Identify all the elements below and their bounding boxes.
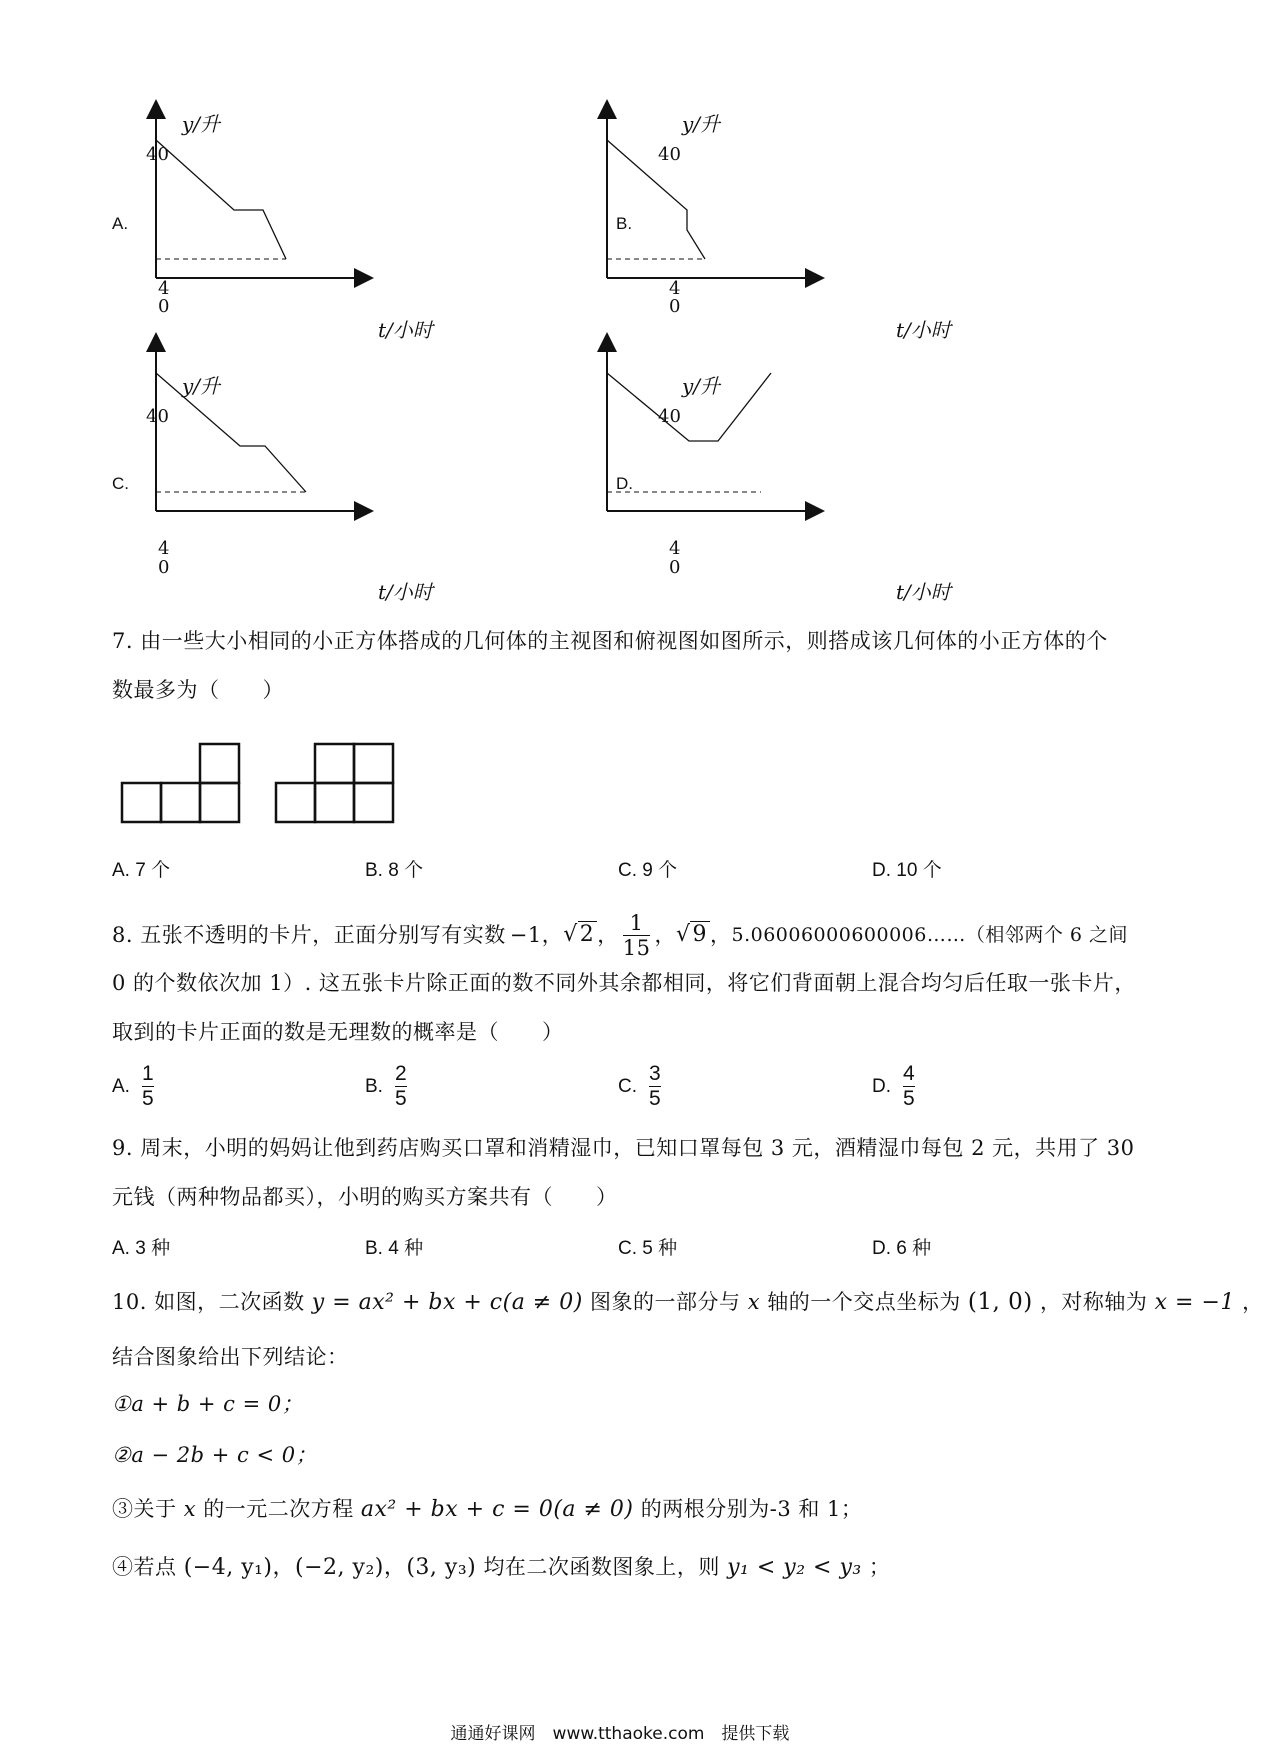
q8-sqrt-2-radicand: 2	[578, 921, 598, 947]
q9-option-a[interactable]: A. 3 种	[112, 1238, 171, 1259]
graph-b-tick-40: 40	[658, 144, 681, 165]
q7-front-view	[120, 740, 245, 826]
q8-sqrt-2: √2	[563, 920, 597, 950]
q8-option-b-fraction	[395, 1062, 407, 1111]
q8-line2: 0 的个数依次加 1）. 这五张卡片除正面的数不同外其余都相同，将它们背面朝上混合均匀后任取一张卡片，	[112, 971, 1136, 995]
cube	[315, 783, 354, 822]
cube	[200, 744, 239, 783]
graph-line	[156, 373, 306, 492]
graph-c-tick-0: 0	[158, 557, 170, 578]
cube	[276, 783, 315, 822]
graph-option-c	[110, 328, 440, 558]
num: 3	[649, 1062, 661, 1085]
q10-text-c: 轴的一个交点坐标为	[767, 1290, 961, 1314]
graph-d-y-axis-label: y/升	[682, 374, 721, 398]
graph-a-y-axis-label: y/升	[182, 112, 221, 136]
graph-c-tick-4: 4	[158, 538, 170, 559]
graph-d-tick-4: 4	[669, 538, 681, 559]
q10-c4-b: 均在二次函数图象上，则	[483, 1555, 720, 1579]
q7-option-b[interactable]: B. 8 个	[365, 860, 424, 881]
q8-sqrt-9: √9	[676, 920, 710, 950]
graph-line	[607, 140, 705, 259]
q7-top-view	[274, 740, 399, 826]
graph-b-svg	[561, 95, 891, 325]
den: 5	[649, 1087, 661, 1110]
cube	[354, 744, 393, 783]
graph-b-tick-0: 0	[669, 296, 681, 317]
graph-b-y-axis-label: y/升	[682, 112, 721, 136]
graph-b-label: B.	[616, 214, 633, 233]
q8-option-d[interactable]	[872, 1062, 919, 1111]
q10-point: (1, 0)	[967, 1289, 1033, 1315]
graph-a-x-axis-label: t/小时	[378, 318, 433, 342]
cube	[315, 744, 354, 783]
q8-option-a-label: A.	[112, 1075, 130, 1097]
q10-c4-points: (−4, y₁)，(−2, y₂)，(3, y₃)	[183, 1555, 477, 1580]
graph-option-b	[561, 95, 891, 325]
q7-line2: 数最多为（ ）	[112, 678, 284, 702]
q10-function-eq: y = ax² + bx + c(a ≠ 0)	[311, 1290, 583, 1315]
q8-option-c-fraction	[649, 1062, 661, 1111]
q10-c3-c: 的两根分别为-3 和 1；	[640, 1497, 863, 1521]
q10-conclusion-2: ②a − 2b + c < 0；	[112, 1443, 318, 1467]
q8-sqrt-9-radicand: 9	[690, 921, 710, 947]
q10-c4-a: ④若点	[112, 1555, 177, 1579]
num: 2	[394, 1062, 407, 1085]
graph-d-x-axis-label: t/小时	[896, 580, 951, 604]
q8-fraction-1-15	[623, 911, 651, 960]
graph-a-tick-40: 40	[146, 144, 169, 165]
graph-b-x-axis-label: t/小时	[896, 318, 951, 342]
q8-option-b-label: B.	[365, 1075, 383, 1097]
den: 5	[903, 1087, 915, 1110]
q10-text-b: 图象的一部分与	[590, 1290, 741, 1314]
q8-option-c[interactable]	[618, 1062, 665, 1111]
q8-option-a[interactable]	[112, 1062, 158, 1111]
graph-a-tick-0: 0	[158, 296, 170, 317]
cube	[354, 783, 393, 822]
q10-line2: 结合图象给出下列结论：	[112, 1345, 349, 1369]
q9-option-d[interactable]: D. 6 种	[872, 1238, 932, 1259]
den: 5	[141, 1087, 154, 1110]
q10-text-e: ，	[1242, 1290, 1264, 1314]
q8-option-b[interactable]	[365, 1062, 411, 1111]
graph-line	[156, 140, 286, 259]
q9-line1: 9. 周末，小明的妈妈让他到药店购买口罩和消精湿巾，已知口罩每包 3 元，酒精湿巾每包 2 元，共用了 30	[112, 1136, 1135, 1160]
q9-option-b[interactable]: B. 4 种	[365, 1238, 424, 1259]
q9-option-c[interactable]: C. 5 种	[618, 1238, 678, 1259]
num: 1	[141, 1062, 154, 1085]
q10-text-d: ，对称轴为	[1039, 1290, 1148, 1314]
graph-d-tick-40: 40	[658, 406, 681, 427]
num: 4	[903, 1062, 915, 1085]
page-footer: 通通好课网 www.tthaoke.com 提供下载	[450, 1724, 790, 1744]
q7-option-c[interactable]: C. 9 个	[618, 860, 678, 881]
q10-c4-ineq: y₁ < y₂ < y₃	[727, 1555, 862, 1580]
graph-c-tick-40: 40	[146, 406, 169, 427]
q10-c4-c: ；	[868, 1555, 891, 1579]
cube	[161, 783, 200, 822]
graph-option-d	[561, 328, 891, 558]
graph-c-x-axis-label: t/小时	[378, 580, 433, 604]
cube	[122, 783, 161, 822]
q10-conclusion-1: ①a + b + c = 0；	[112, 1392, 304, 1416]
cube	[200, 783, 239, 822]
q10-c3-eq: ax² + bx + c = 0(a ≠ 0)	[360, 1497, 634, 1522]
q10-intro: 10. 如图，二次函数	[112, 1290, 305, 1314]
q10-conclusion-4	[112, 1552, 890, 1583]
q10-c3-a: ③关于	[112, 1497, 177, 1521]
graph-d-svg	[561, 328, 891, 558]
q8-line1: 8. 五张不透明的卡片，正面分别写有实数 −1 ， √2 ， $\frac{1}{15}$ ， √9 ， 5.06006000600006……（相邻两个 6 之间	[112, 910, 1129, 960]
graph-c-label: C.	[112, 474, 129, 493]
graph-b-tick-4: 4	[669, 278, 681, 299]
q9-line2: 元钱（两种物品都买），小明的购买方案共有（ ）	[112, 1185, 618, 1209]
graph-a-label: A.	[112, 214, 129, 233]
q8-option-d-label: D.	[872, 1075, 891, 1097]
q10-c3-b: 的一元二次方程	[203, 1497, 354, 1521]
q10-conclusion-3	[112, 1494, 862, 1525]
q10-x: x	[747, 1290, 761, 1314]
q7-option-a[interactable]: A. 7 个	[112, 860, 171, 881]
graph-d-label: D.	[616, 474, 633, 493]
q8-decimal: 5.06006000600006……（相邻两个 6 之间	[731, 924, 1129, 946]
q8-option-c-label: C.	[618, 1075, 637, 1097]
graph-c-svg	[110, 328, 440, 558]
q8-prefix: 8. 五张不透明的卡片，正面分别写有实数	[112, 923, 506, 947]
q8-neg-one: −1	[509, 923, 542, 947]
q10-line1	[112, 1287, 1264, 1318]
q10-axis-eq: x = −1	[1154, 1290, 1235, 1315]
q8-frac-num: 1	[629, 910, 644, 935]
den: 5	[394, 1087, 407, 1110]
q7-option-d[interactable]: D. 10 个	[872, 860, 942, 881]
graph-c-y-axis-label: y/升	[182, 374, 221, 398]
q8-option-a-fraction	[142, 1062, 154, 1111]
q8-option-d-fraction	[903, 1062, 915, 1111]
graph-a-tick-4: 4	[158, 278, 170, 299]
graph-d-tick-0: 0	[669, 557, 681, 578]
q10-c3-x: x	[183, 1497, 197, 1521]
q7-line1: 7. 由一些大小相同的小正方体搭成的几何体的主视图和俯视图如图所示，则搭成该几何体的小正方体的个	[112, 629, 1108, 653]
q8-line3: 取到的卡片正面的数是无理数的概率是（ ）	[112, 1020, 564, 1044]
q8-frac-den: 15	[622, 935, 651, 960]
